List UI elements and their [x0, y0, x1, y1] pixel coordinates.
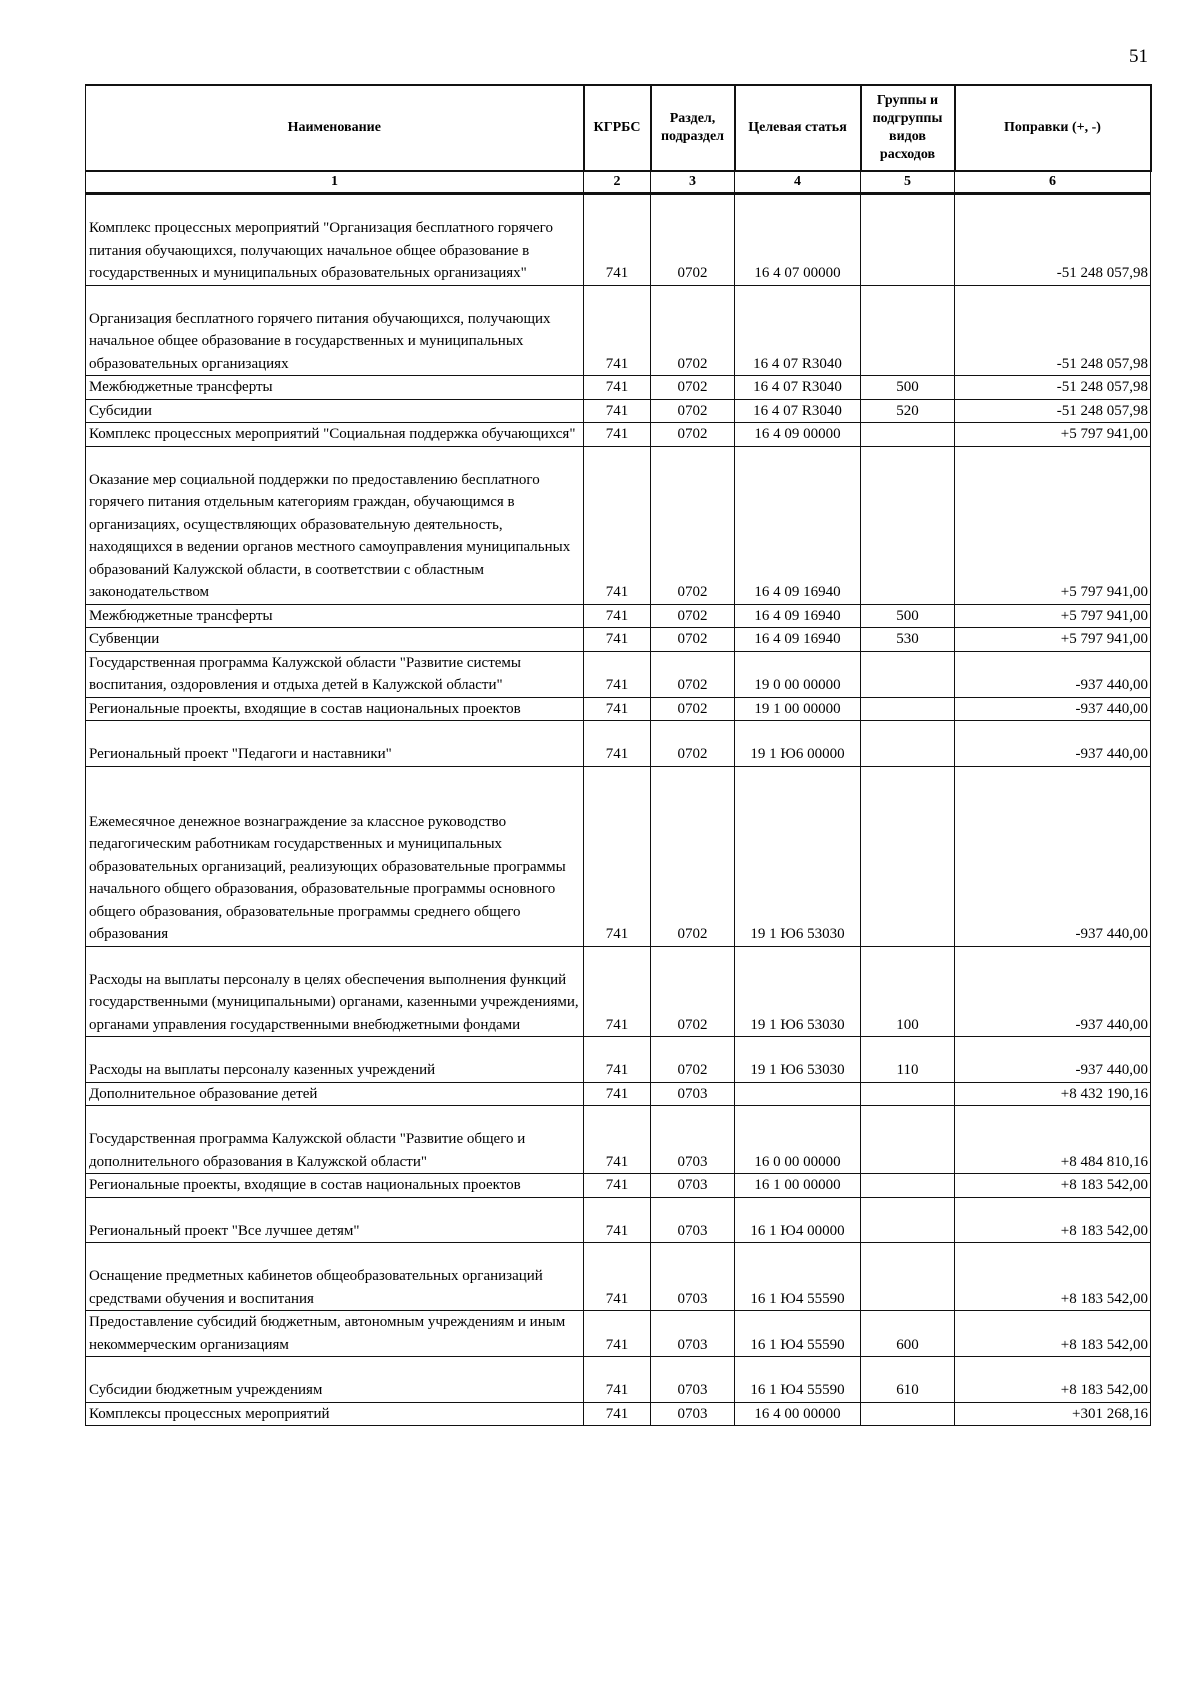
- row-group-cell: 500: [861, 376, 955, 400]
- row-target-cell: 16 4 07 R3040: [735, 399, 861, 423]
- row-name-cell: Региональные проекты, входящие в состав национальных проектов: [86, 1174, 584, 1198]
- header-section: Раздел, подраздел: [651, 85, 735, 171]
- row-group-cell: 110: [861, 1037, 955, 1083]
- row-group-cell: [861, 285, 955, 376]
- row-group-cell: [861, 1402, 955, 1426]
- row-target-cell: 16 4 09 16940: [735, 604, 861, 628]
- row-kgrbs-cell: 741: [584, 697, 651, 721]
- column-number: 6: [955, 171, 1151, 194]
- table-row: [86, 423, 1151, 447]
- table-row: [86, 399, 1151, 423]
- table-row: [86, 376, 1151, 400]
- row-group-cell: [861, 1243, 955, 1311]
- row-target-cell: 19 1 Ю6 53030: [735, 1037, 861, 1083]
- row-name-cell: Государственная программа Калужской области "Развитие общего и дополнительного образования в Калужской области": [86, 1106, 584, 1174]
- row-group-cell: [861, 1174, 955, 1198]
- row-kgrbs-cell: 741: [584, 399, 651, 423]
- header-groups: Группы и подгруппы видов расходов: [861, 85, 955, 171]
- row-amount-cell: -937 440,00: [955, 721, 1151, 767]
- row-target-cell: 19 1 Ю6 00000: [735, 721, 861, 767]
- row-section-cell: 0703: [651, 1357, 735, 1403]
- row-name-cell: Расходы на выплаты персоналу казенных учреждений: [86, 1037, 584, 1083]
- row-group-cell: 610: [861, 1357, 955, 1403]
- row-amount-cell: -937 440,00: [955, 766, 1151, 946]
- row-kgrbs-cell: 741: [584, 1243, 651, 1311]
- row-kgrbs-cell: 741: [584, 1174, 651, 1198]
- column-number-row: [86, 171, 1151, 194]
- row-name-cell: Оказание мер социальной поддержки по предоставлению бесплатного горячего питания отдельным категориям граждан, обучающимся в организациях, осуществляющих образовательную деятельность, находящихся в ведении органов местного самоуправления муниципальных образований Калужской области, в соответствии с областным законодательством: [86, 446, 584, 604]
- row-kgrbs-cell: 741: [584, 376, 651, 400]
- row-group-cell: [861, 1082, 955, 1106]
- row-kgrbs-cell: 741: [584, 1402, 651, 1426]
- table-row: [86, 446, 1151, 604]
- table-row: [86, 1402, 1151, 1426]
- row-kgrbs-cell: 741: [584, 766, 651, 946]
- table-row: [86, 766, 1151, 946]
- row-name-cell: Комплексы процессных мероприятий: [86, 1402, 584, 1426]
- row-target-cell: 16 4 00 00000: [735, 1402, 861, 1426]
- row-amount-cell: +5 797 941,00: [955, 446, 1151, 604]
- row-target-cell: 16 1 Ю4 55590: [735, 1311, 861, 1357]
- row-target-cell: 16 1 Ю4 00000: [735, 1197, 861, 1243]
- row-target-cell: 16 4 09 00000: [735, 423, 861, 447]
- row-group-cell: [861, 697, 955, 721]
- row-kgrbs-cell: 741: [584, 946, 651, 1037]
- row-target-cell: 19 1 Ю6 53030: [735, 766, 861, 946]
- row-section-cell: 0703: [651, 1197, 735, 1243]
- row-section-cell: 0702: [651, 285, 735, 376]
- row-section-cell: 0702: [651, 651, 735, 697]
- row-target-cell: 19 1 Ю6 53030: [735, 946, 861, 1037]
- table-row: [86, 285, 1151, 376]
- row-amount-cell: +8 183 542,00: [955, 1174, 1151, 1198]
- table-row: [86, 1082, 1151, 1106]
- row-kgrbs-cell: 741: [584, 1311, 651, 1357]
- column-number: 1: [86, 171, 584, 194]
- row-section-cell: 0702: [651, 697, 735, 721]
- row-kgrbs-cell: 741: [584, 628, 651, 652]
- column-number: 2: [584, 171, 651, 194]
- row-section-cell: 0702: [651, 423, 735, 447]
- row-section-cell: 0703: [651, 1174, 735, 1198]
- row-group-cell: 520: [861, 399, 955, 423]
- column-number: 5: [861, 171, 955, 194]
- row-name-cell: Расходы на выплаты персоналу в целях обеспечения выполнения функций государственными (муниципальными) органами, казенными учреждениями, органами управления государственными внебюджетными фондами: [86, 946, 584, 1037]
- table-row: [86, 697, 1151, 721]
- table-header-row: [86, 85, 1151, 171]
- page-number: 51: [1129, 46, 1148, 67]
- row-section-cell: 0703: [651, 1243, 735, 1311]
- row-group-cell: 500: [861, 604, 955, 628]
- row-target-cell: 16 4 09 16940: [735, 628, 861, 652]
- column-number: 3: [651, 171, 735, 194]
- row-section-cell: 0702: [651, 946, 735, 1037]
- row-section-cell: 0702: [651, 766, 735, 946]
- row-section-cell: 0702: [651, 446, 735, 604]
- row-name-cell: Региональный проект "Педагоги и наставники": [86, 721, 584, 767]
- row-amount-cell: +8 432 190,16: [955, 1082, 1151, 1106]
- row-name-cell: Региональный проект "Все лучшее детям": [86, 1197, 584, 1243]
- row-section-cell: 0702: [651, 376, 735, 400]
- row-section-cell: 0702: [651, 399, 735, 423]
- row-amount-cell: -937 440,00: [955, 697, 1151, 721]
- row-amount-cell: -51 248 057,98: [955, 194, 1151, 286]
- row-amount-cell: -51 248 057,98: [955, 376, 1151, 400]
- table-row: [86, 721, 1151, 767]
- row-section-cell: 0702: [651, 721, 735, 767]
- row-section-cell: 0702: [651, 1037, 735, 1083]
- row-kgrbs-cell: 741: [584, 423, 651, 447]
- row-kgrbs-cell: 741: [584, 651, 651, 697]
- row-name-cell: Организация бесплатного горячего питания обучающихся, получающих начальное общее образование в государственных и муниципальных образовательных организациях: [86, 285, 584, 376]
- row-amount-cell: +8 183 542,00: [955, 1243, 1151, 1311]
- row-section-cell: 0702: [651, 628, 735, 652]
- row-amount-cell: +5 797 941,00: [955, 423, 1151, 447]
- table-row: [86, 604, 1151, 628]
- row-name-cell: Ежемесячное денежное вознаграждение за классное руководство педагогическим работникам государственных и муниципальных образовательных организаций, реализующих образовательные программы начального общего образования, образовательные программы основного общего образования, образовательные программы среднего общего образования: [86, 766, 584, 946]
- budget-amendments-table: [85, 84, 1152, 1426]
- row-kgrbs-cell: 741: [584, 194, 651, 286]
- table-row: [86, 1197, 1151, 1243]
- table-row: [86, 946, 1151, 1037]
- row-section-cell: 0703: [651, 1106, 735, 1174]
- row-amount-cell: +8 183 542,00: [955, 1197, 1151, 1243]
- row-name-cell: Субвенции: [86, 628, 584, 652]
- row-amount-cell: +8 183 542,00: [955, 1357, 1151, 1403]
- row-name-cell: Межбюджетные трансферты: [86, 376, 584, 400]
- row-target-cell: 16 4 07 00000: [735, 194, 861, 286]
- row-target-cell: 16 4 07 R3040: [735, 376, 861, 400]
- table-row: [86, 1357, 1151, 1403]
- table-row: [86, 1174, 1151, 1198]
- header-name: Наименование: [86, 85, 584, 171]
- row-target-cell: 16 4 09 16940: [735, 446, 861, 604]
- row-amount-cell: +8 183 542,00: [955, 1311, 1151, 1357]
- row-target-cell: 16 1 Ю4 55590: [735, 1357, 861, 1403]
- header-kgrbs: КГРБС: [584, 85, 651, 171]
- table-row: [86, 628, 1151, 652]
- row-group-cell: [861, 1197, 955, 1243]
- row-kgrbs-cell: 741: [584, 1106, 651, 1174]
- row-kgrbs-cell: 741: [584, 285, 651, 376]
- row-name-cell: Региональные проекты, входящие в состав национальных проектов: [86, 697, 584, 721]
- row-group-cell: 600: [861, 1311, 955, 1357]
- row-kgrbs-cell: 741: [584, 1357, 651, 1403]
- row-name-cell: Комплекс процессных мероприятий "Социальная поддержка обучающихся": [86, 423, 584, 447]
- row-amount-cell: +301 268,16: [955, 1402, 1151, 1426]
- table-row: [86, 1106, 1151, 1174]
- row-section-cell: 0703: [651, 1311, 735, 1357]
- header-target: Целевая статья: [735, 85, 861, 171]
- row-target-cell: 16 0 00 00000: [735, 1106, 861, 1174]
- row-amount-cell: +8 484 810,16: [955, 1106, 1151, 1174]
- row-kgrbs-cell: 741: [584, 1037, 651, 1083]
- row-group-cell: [861, 423, 955, 447]
- row-name-cell: Предоставление субсидий бюджетным, автономным учреждениям и иным некоммерческим организациям: [86, 1311, 584, 1357]
- row-amount-cell: -937 440,00: [955, 946, 1151, 1037]
- table-row: [86, 651, 1151, 697]
- row-name-cell: Субсидии бюджетным учреждениям: [86, 1357, 584, 1403]
- row-section-cell: 0702: [651, 194, 735, 286]
- row-target-cell: [735, 1082, 861, 1106]
- row-name-cell: Субсидии: [86, 399, 584, 423]
- row-section-cell: 0703: [651, 1082, 735, 1106]
- row-group-cell: [861, 446, 955, 604]
- row-name-cell: Межбюджетные трансферты: [86, 604, 584, 628]
- row-kgrbs-cell: 741: [584, 1082, 651, 1106]
- row-target-cell: 16 1 00 00000: [735, 1174, 861, 1198]
- row-section-cell: 0702: [651, 604, 735, 628]
- row-name-cell: Оснащение предметных кабинетов общеобразовательных организаций средствами обучения и воспитания: [86, 1243, 584, 1311]
- row-target-cell: 16 4 07 R3040: [735, 285, 861, 376]
- row-section-cell: 0703: [651, 1402, 735, 1426]
- header-amendments: Поправки (+, -): [955, 85, 1151, 171]
- row-target-cell: 16 1 Ю4 55590: [735, 1243, 861, 1311]
- row-kgrbs-cell: 741: [584, 604, 651, 628]
- row-name-cell: Комплекс процессных мероприятий "Организация бесплатного горячего питания обучающихся, получающих начальное общее образование в государственных и муниципальных образовательных организациях": [86, 194, 584, 286]
- table-row: [86, 194, 1151, 286]
- row-amount-cell: -937 440,00: [955, 1037, 1151, 1083]
- table-row: [86, 1311, 1151, 1357]
- row-kgrbs-cell: 741: [584, 721, 651, 767]
- row-amount-cell: +5 797 941,00: [955, 604, 1151, 628]
- column-number: 4: [735, 171, 861, 194]
- row-group-cell: [861, 721, 955, 767]
- row-group-cell: [861, 766, 955, 946]
- row-group-cell: [861, 651, 955, 697]
- row-amount-cell: +5 797 941,00: [955, 628, 1151, 652]
- table-row: [86, 1037, 1151, 1083]
- row-group-cell: [861, 1106, 955, 1174]
- row-amount-cell: -51 248 057,98: [955, 399, 1151, 423]
- row-kgrbs-cell: 741: [584, 446, 651, 604]
- row-group-cell: 530: [861, 628, 955, 652]
- table-body: [86, 194, 1151, 1426]
- row-name-cell: Государственная программа Калужской области "Развитие системы воспитания, оздоровления и отдыха детей в Калужской области": [86, 651, 584, 697]
- row-amount-cell: -937 440,00: [955, 651, 1151, 697]
- row-amount-cell: -51 248 057,98: [955, 285, 1151, 376]
- row-target-cell: 19 1 00 00000: [735, 697, 861, 721]
- row-target-cell: 19 0 00 00000: [735, 651, 861, 697]
- row-group-cell: 100: [861, 946, 955, 1037]
- row-group-cell: [861, 194, 955, 286]
- row-kgrbs-cell: 741: [584, 1197, 651, 1243]
- table-row: [86, 1243, 1151, 1311]
- row-name-cell: Дополнительное образование детей: [86, 1082, 584, 1106]
